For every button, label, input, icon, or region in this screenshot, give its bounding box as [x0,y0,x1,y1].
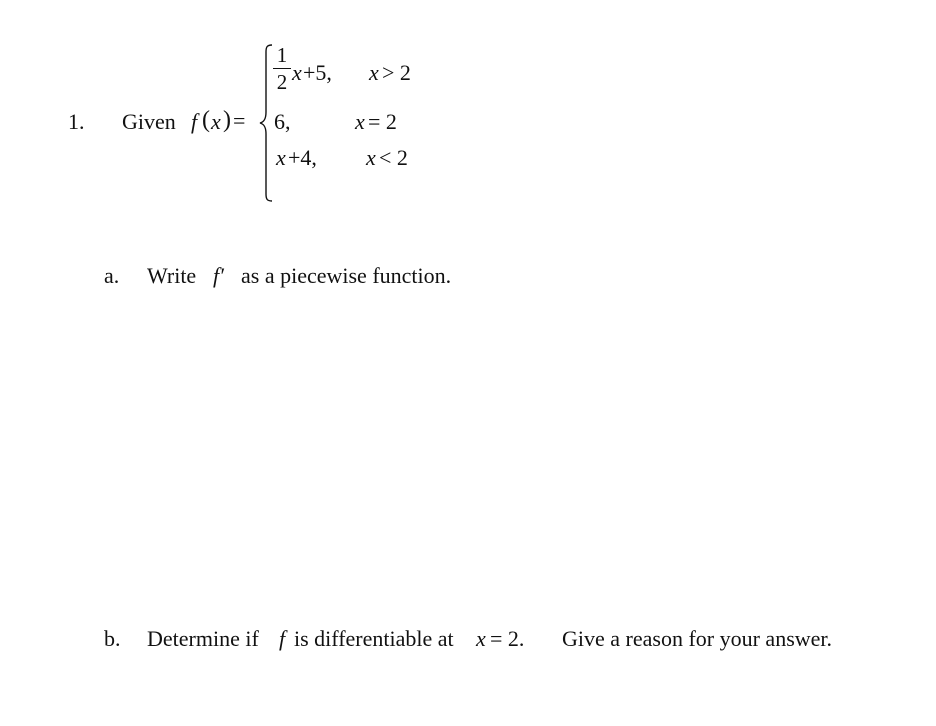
fraction-denominator: 2 [276,70,288,94]
paren-open: ( [202,107,210,133]
part-b-value: = 2. [490,626,525,651]
piece-1-expr-rest: +5, [303,60,332,85]
piece-1-cond-x: x [369,60,379,85]
fraction-bar [273,68,291,69]
piece-2-cond-x: x [355,109,365,134]
left-brace-icon [258,44,274,202]
part-b-text-after: Give a reason for your answer. [562,626,833,651]
piece-3-cond-rest: < 2 [379,145,408,170]
part-a-text-after: as a piecewise function. [241,263,452,288]
part-b-label: b. [104,626,121,651]
piece-3-expr-rest: +4, [288,145,317,170]
piece-3-expr-x: x [276,145,286,170]
part-b-text-middle: is differentiable at [294,626,454,651]
part-b-x: x [476,626,486,651]
fraction-numerator: 1 [276,43,288,67]
piece-2-cond-rest: = 2 [368,109,397,134]
piece-1-expr-x: x [292,60,302,85]
part-b-f: f [279,626,286,651]
piece-3-cond-x: x [366,145,376,170]
part-a-label: a. [104,263,120,288]
part-a-text-before: Write [147,263,197,288]
paren-close: ) [223,107,231,133]
function-arg: x [211,109,221,134]
part-b-text-before: Determine if [147,626,259,651]
problem-number: 1. [68,109,85,134]
fraction-one-half [273,44,291,93]
given-word: Given [122,109,176,134]
piece-1-cond-rest: > 2 [382,60,411,85]
equals-sign: = [233,108,246,133]
function-name: f [191,109,198,134]
part-a-fprime: f′ [213,263,224,288]
piece-2-expr: 6, [274,109,291,134]
